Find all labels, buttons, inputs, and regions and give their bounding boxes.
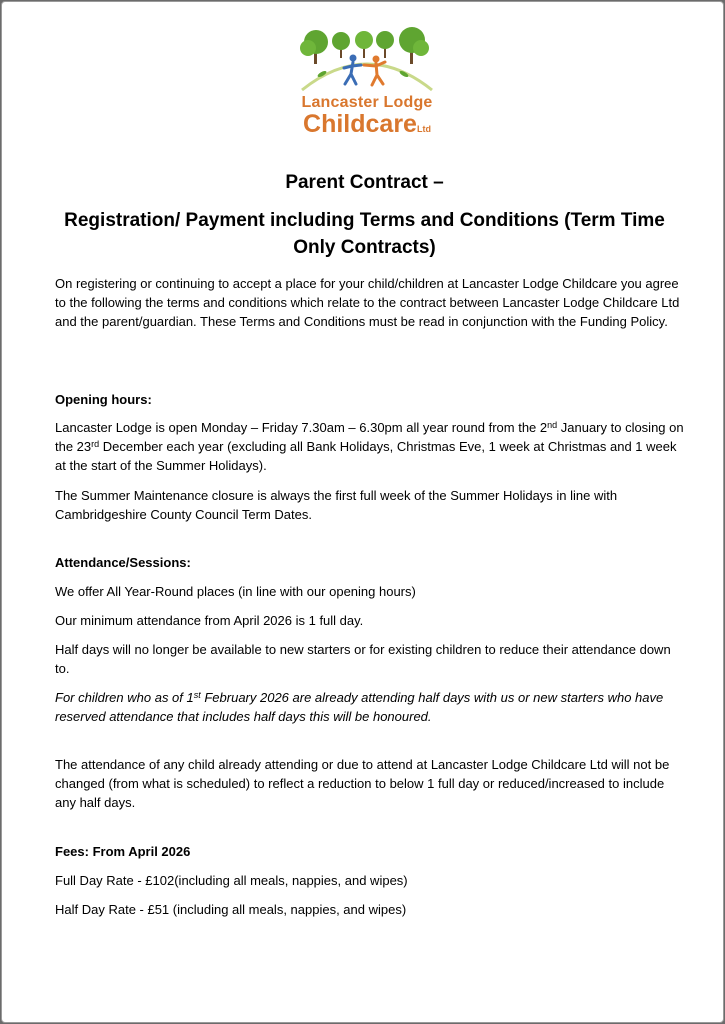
logo-illustration bbox=[292, 18, 442, 98]
half-day-rate: Half Day Rate - £51 (including all meals, nappies, and wipes) bbox=[55, 902, 407, 917]
logo-line-1: Lancaster Lodge bbox=[301, 94, 433, 111]
intro-paragraph: On registering or continuing to accept a place for your child/children at Lancaster Lodge Childcare you agree to the following the terms and conditions which relate to the contract between Lancaster Lodge Childcare Ltd and the parent/guardian. These Terms and Conditions must be read in conjunction with the Funding Policy. bbox=[55, 276, 680, 329]
document-page bbox=[1, 1, 724, 1023]
logo-childcare: Childcare bbox=[303, 110, 417, 138]
fees-heading: Fees: From April 2026 bbox=[55, 844, 191, 859]
attendance-half-days: Half days will no longer be available to new starters or for existing children to reduce their attendance down to. bbox=[55, 642, 671, 676]
attendance-minimum: Our minimum attendance from April 2026 is 1 full day. bbox=[55, 613, 364, 628]
attendance-changes-paragraph: The attendance of any child already attending or due to attend at Lancaster Lodge Childcare Ltd will not be changed (from what is scheduled) to reflect a reduction to below 1 full day or reduced/increased to include any half days. bbox=[55, 757, 670, 810]
maintenance-closure-paragraph: The Summer Maintenance closure is always the first full week of the Summer Holidays in line with Cambridgeshire County Council Term Dates. bbox=[55, 488, 618, 522]
company-logo bbox=[292, 18, 442, 143]
document-title: Parent Contract – bbox=[285, 172, 444, 193]
document-subtitle: Registration/ Payment including Terms and Conditions (Term Time Only Contracts) bbox=[64, 210, 665, 258]
logo-ltd: Ltd bbox=[416, 124, 431, 134]
full-day-rate: Full Day Rate - £102(including all meals, nappies, and wipes) bbox=[55, 873, 408, 888]
logo-line-2 bbox=[292, 110, 442, 139]
attendance-honoured-note: For children who as of 1st February 2026 are already attending half days with us or new starters who have reserved attendance that includes half days this will be honoured. bbox=[55, 690, 664, 724]
opening-hours-paragraph: Lancaster Lodge is open Monday – Friday 7.30am – 6.30pm all year round from the 2nd January to closing on the 23rd December each year (excluding all Bank Holidays, Christmas Eve, 1 week at Christmas and 1 week at the start of the Summer Holidays). bbox=[55, 420, 684, 473]
opening-hours-heading: Opening hours: bbox=[55, 392, 152, 407]
attendance-places: We offer All Year-Round places (in line with our opening hours) bbox=[55, 584, 416, 599]
attendance-heading: Attendance/Sessions: bbox=[55, 555, 191, 570]
